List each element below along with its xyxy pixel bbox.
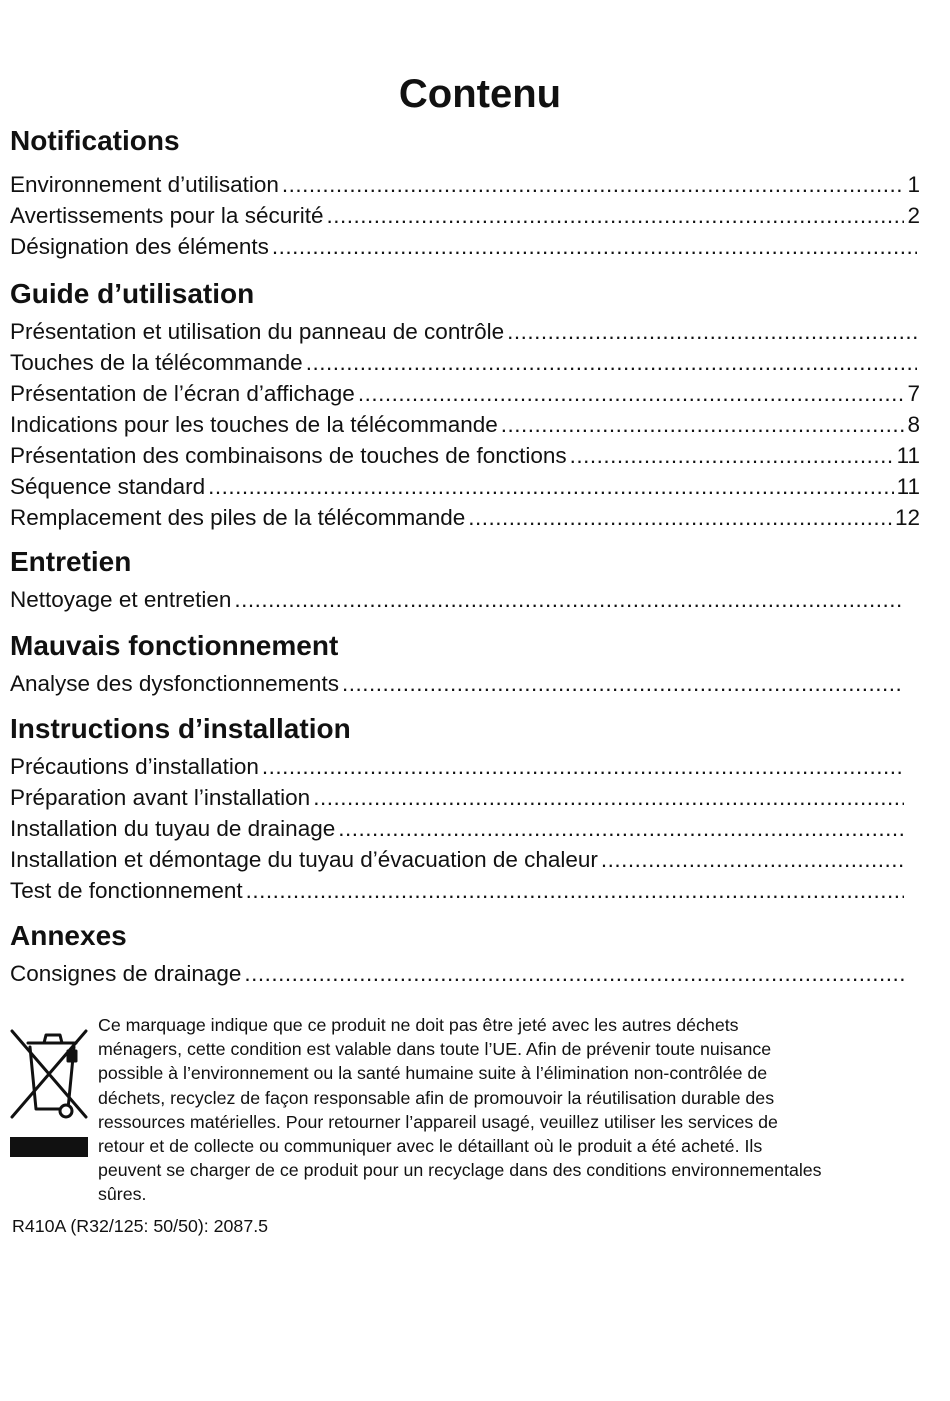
section-heading: Instructions d’installation xyxy=(10,713,351,744)
toc-entry-label: Analyse des dysfonctionnements xyxy=(10,671,339,696)
toc-leader-dots xyxy=(342,668,904,699)
toc-entry[interactable] xyxy=(10,200,920,231)
toc-entry-label: Avertissements pour la sécurité xyxy=(10,203,324,228)
toc-leader-dots xyxy=(507,316,917,347)
toc-entry-label: Environnement d’utilisation xyxy=(10,172,279,197)
toc-entry[interactable] xyxy=(10,378,920,409)
toc-entry-label: Consignes de drainage xyxy=(10,961,242,986)
toc-leader-dots xyxy=(338,813,904,844)
toc-entry-label: Installation et démontage du tuyau d’évacuation de chaleur xyxy=(10,847,598,872)
toc-entry[interactable] xyxy=(10,584,907,615)
toc-leader-dots xyxy=(601,844,904,875)
toc-leader-dots xyxy=(306,347,917,378)
toc-leader-dots xyxy=(326,200,904,231)
toc-leader-dots xyxy=(313,782,904,813)
toc-entry-label: Préparation avant l’installation xyxy=(10,785,311,810)
toc-entry-page: 2 xyxy=(907,203,920,228)
toc-leader-dots xyxy=(262,751,904,782)
toc-entry-label: Présentation de l’écran d’affichage xyxy=(10,381,355,406)
toc-section-mauvais-fonctionnement xyxy=(10,630,920,699)
section-heading: Mauvais fonctionnement xyxy=(10,630,339,661)
toc-entry-label: Présentation des combinaisons de touches de fonctions xyxy=(10,443,567,468)
toc-section-guide-utilisation xyxy=(10,278,920,533)
toc-entry[interactable] xyxy=(10,231,920,262)
toc-section-entretien xyxy=(10,546,920,615)
toc-section-annexes xyxy=(10,920,920,989)
toc-entry[interactable] xyxy=(10,813,907,844)
disposal-notice-text xyxy=(98,1013,943,1207)
toc-entry-label: Nettoyage et entretien xyxy=(10,587,232,612)
toc-entry-page: 8 xyxy=(907,412,920,437)
toc-entry[interactable] xyxy=(10,347,920,378)
toc-entry-label: Installation du tuyau de drainage xyxy=(10,816,336,841)
toc-leader-dots xyxy=(570,440,894,471)
toc-entry-page: 11 xyxy=(896,443,920,468)
toc-leader-dots xyxy=(501,409,905,440)
toc-entry[interactable] xyxy=(10,409,920,440)
refrigerant-note: R410A (R32/125: 50/50): 2087.5 xyxy=(12,1216,269,1236)
toc-leader-dots xyxy=(208,471,893,502)
toc-entry-label: Touches de la télécommande xyxy=(10,350,303,375)
section-heading: Entretien xyxy=(10,546,132,577)
toc-section-instructions-installation xyxy=(10,713,920,906)
toc-entry-label: Désignation des éléments xyxy=(10,234,269,259)
toc-entry-page: 7 xyxy=(907,381,920,406)
toc-entry[interactable] xyxy=(10,668,907,699)
toc-entry[interactable] xyxy=(10,316,920,347)
notice-line: déchets, recyclez de façon responsable afin de promouvoir la réutilisation durable des xyxy=(98,1087,775,1108)
toc-entry-label: Indications pour les touches de la télécommande xyxy=(10,412,498,437)
section-heading: Guide d’utilisation xyxy=(10,278,255,309)
toc-section-notifications xyxy=(10,125,920,262)
notice-line: peuvent se charger de ce produit pour un recyclage dans des conditions environnementales xyxy=(98,1160,822,1181)
toc-entry[interactable] xyxy=(10,875,907,906)
toc-entry-label: Remplacement des piles de la télécommande xyxy=(10,505,466,530)
toc-entry[interactable] xyxy=(10,782,907,813)
toc-entry[interactable] xyxy=(10,471,920,502)
toc-leader-dots xyxy=(272,231,917,262)
section-heading: Annexes xyxy=(10,920,127,951)
toc-entry-label: Séquence standard xyxy=(10,474,206,499)
toc-entry[interactable] xyxy=(10,169,920,200)
notice-line: sûres. xyxy=(98,1184,147,1205)
toc-entry[interactable] xyxy=(10,751,907,782)
toc-entry-page: 12 xyxy=(894,505,920,530)
toc-leader-dots xyxy=(246,875,904,906)
toc-entry[interactable] xyxy=(10,440,920,471)
toc-entry-label: Test de fonctionnement xyxy=(10,878,243,903)
toc-entry[interactable] xyxy=(10,844,907,875)
notice-line: ménagers, cette condition est valable dans toute l’UE. Afin de prévenir toute nuisance xyxy=(98,1039,772,1060)
toc-leader-dots xyxy=(244,958,904,989)
notice-line: Ce marquage indique que ce produit ne doit pas être jeté avec les autres déchets xyxy=(98,1015,739,1035)
toc-entry-label: Précautions d’installation xyxy=(10,754,259,779)
section-heading: Notifications xyxy=(10,125,180,156)
toc-leader-dots xyxy=(468,502,892,533)
toc-entry[interactable] xyxy=(10,502,920,533)
notice-line: ressources matérielles. Pour retourner l’appareil usagé, veuillez utiliser les services de xyxy=(98,1111,778,1132)
toc-leader-dots xyxy=(358,378,905,409)
notice-line: possible à l’environnement ou la santé humaine suite à l’élimination non-contrôlée de xyxy=(98,1063,768,1084)
toc-entry-page: 1 xyxy=(907,172,920,197)
toc-leader-dots xyxy=(234,584,904,615)
toc-leader-dots xyxy=(282,169,905,200)
toc-entry-page: 11 xyxy=(896,474,920,499)
notice-line: retour et de collecte ou communiquer avec le détaillant où le produit a été acheté. Ils xyxy=(98,1136,763,1157)
toc-entry[interactable] xyxy=(10,958,907,989)
toc-entry-label: Présentation et utilisation du panneau de contrôle xyxy=(10,319,505,344)
crossed-out-wheelie-bin-icon xyxy=(6,1021,94,1161)
page-title: Contenu xyxy=(398,72,562,116)
